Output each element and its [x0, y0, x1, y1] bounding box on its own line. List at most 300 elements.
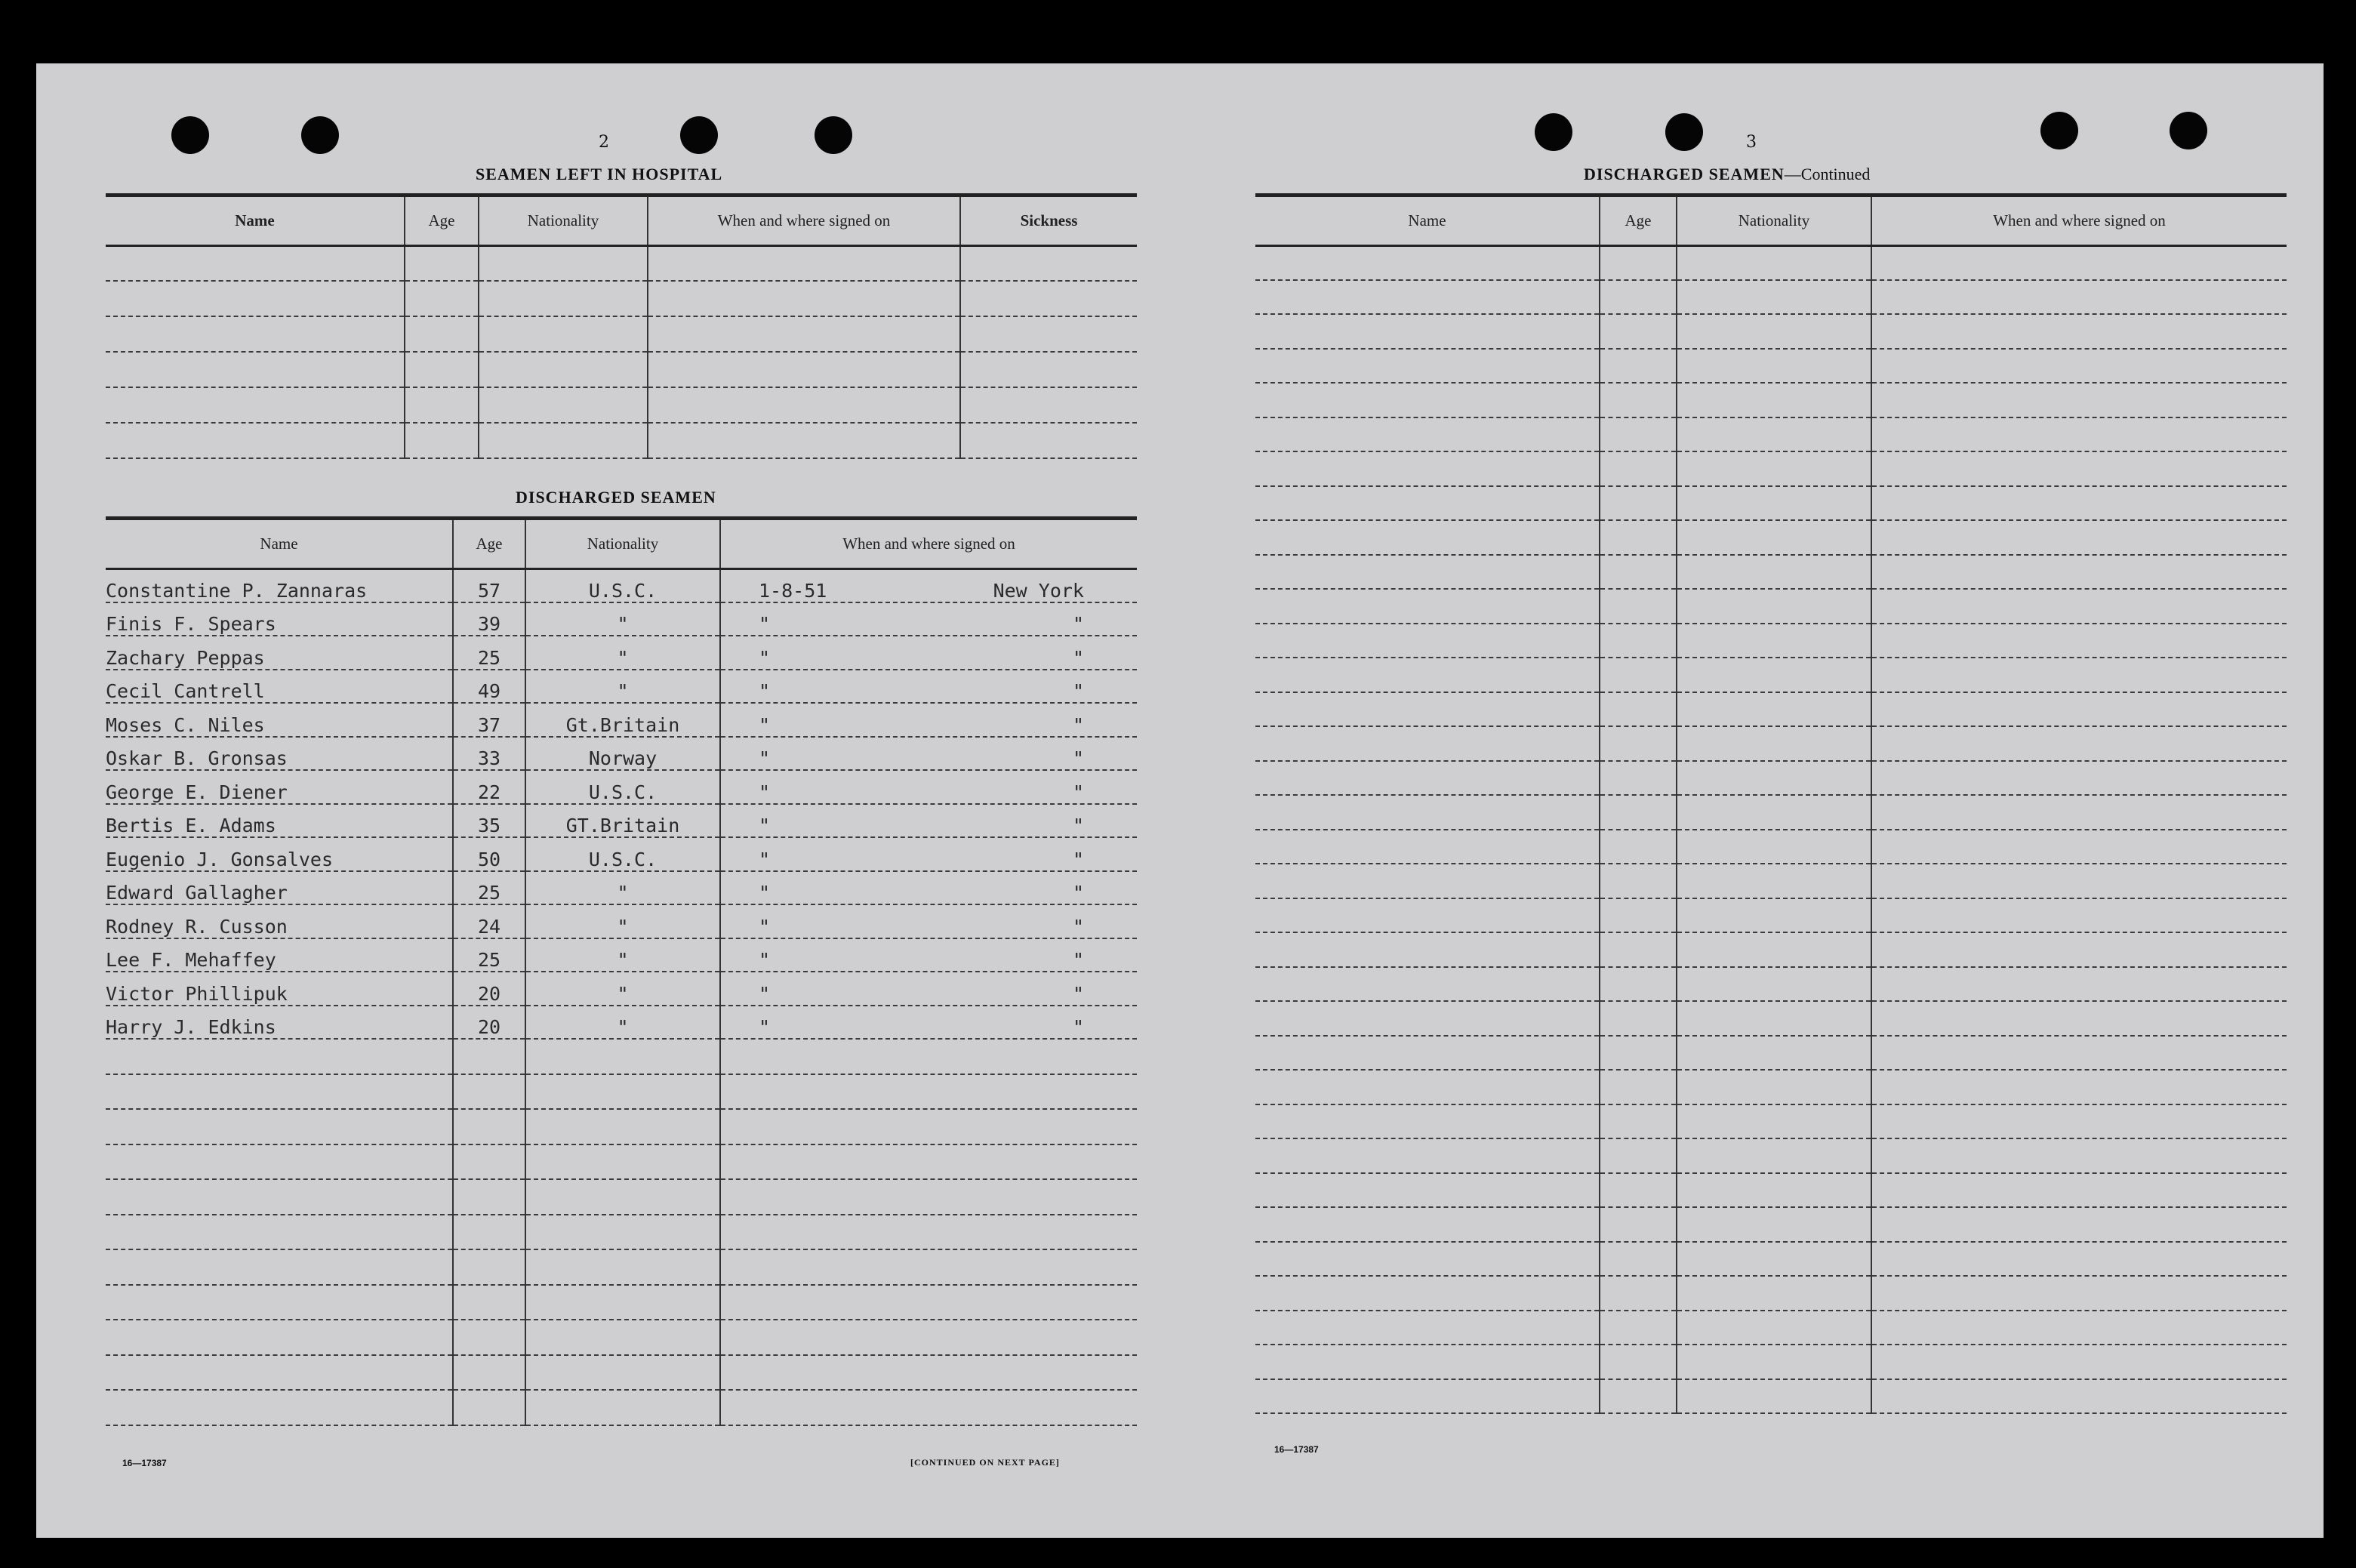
table-row — [106, 1109, 1137, 1144]
blank-cell — [453, 1074, 525, 1110]
table-row — [1255, 417, 2287, 452]
blank-cell — [1600, 451, 1677, 486]
manifest-sheet — [36, 63, 2324, 1538]
blank-cell — [1255, 658, 1600, 692]
blank-cell — [720, 1074, 1137, 1110]
table-row — [1255, 1276, 2287, 1311]
blank-cell — [1677, 761, 1871, 796]
table-row — [106, 1355, 1137, 1391]
form-number: 16—17387 — [122, 1458, 167, 1468]
blank-cell — [1871, 692, 2287, 727]
seaman-name: Oskar B. Gronsas — [106, 737, 453, 771]
discharged-table — [106, 516, 1137, 1426]
table-row — [106, 1390, 1137, 1425]
blank-cell — [1871, 1311, 2287, 1345]
col-header-signed-on: When and where signed on — [648, 197, 960, 245]
seaman-nationality: " — [525, 636, 720, 670]
signed-on-date: " — [759, 646, 771, 669]
blank-cell — [1600, 349, 1677, 384]
blank-cell — [106, 1285, 453, 1320]
blank-cell — [525, 1039, 720, 1074]
col-header-nationality: Nationality — [1677, 197, 1871, 245]
col-header-name: Name — [106, 520, 453, 568]
blank-cell — [1600, 795, 1677, 830]
table-row — [1255, 624, 2287, 658]
blank-cell — [1255, 520, 1600, 555]
blank-cell — [1255, 830, 1600, 864]
seaman-name: Eugenio J. Gonsalves — [106, 837, 453, 871]
blank-cell — [1255, 280, 1600, 315]
blank-cell — [1600, 314, 1677, 349]
table-row — [106, 1320, 1137, 1355]
blank-cell — [1600, 1070, 1677, 1104]
blank-cell — [1677, 1070, 1871, 1104]
blank-cell — [1600, 486, 1677, 521]
signed-on-values — [721, 647, 1137, 669]
blank-cell — [1677, 280, 1871, 315]
title-continued: —Continued — [1784, 165, 1871, 183]
seaman-name: Victor Phillipuk — [106, 972, 453, 1006]
blank-cell — [106, 1144, 453, 1180]
signed-on-place: " — [1072, 613, 1084, 635]
table-row — [1255, 726, 2287, 761]
blank-cell — [1600, 589, 1677, 624]
table-row — [106, 1144, 1137, 1180]
seaman-nationality: " — [525, 871, 720, 905]
table-row — [1255, 1345, 2287, 1379]
blank-cell — [1677, 1173, 1871, 1208]
blank-cell — [1871, 1345, 2287, 1379]
blank-cell — [1600, 692, 1677, 727]
signed-on-place: " — [1072, 949, 1084, 971]
blank-cell — [106, 1039, 453, 1074]
table-row — [106, 837, 1137, 871]
blank-cell — [1871, 761, 2287, 796]
blank-cell — [1677, 349, 1871, 384]
blank-cell — [720, 1144, 1137, 1180]
blank-cell — [1600, 726, 1677, 761]
blank-cell — [1677, 1001, 1871, 1036]
col-header-signed-on: When and where signed on — [720, 520, 1137, 568]
seaman-nationality: " — [525, 938, 720, 972]
table-row — [1255, 1242, 2287, 1277]
table-row — [1255, 692, 2287, 727]
blank-cell — [1871, 1104, 2287, 1139]
blank-cell — [1677, 1379, 1871, 1414]
blank-cell — [1255, 864, 1600, 898]
seaman-age: 37 — [453, 703, 525, 737]
signed-on-cell — [720, 871, 1137, 905]
seaman-age: 25 — [453, 871, 525, 905]
seaman-name: Finis F. Spears — [106, 602, 453, 636]
table-row — [1255, 932, 2287, 967]
table-row — [106, 804, 1137, 838]
blank-cell — [1677, 726, 1871, 761]
blank-cell — [525, 1355, 720, 1391]
seaman-age: 20 — [453, 972, 525, 1006]
blank-cell — [106, 1320, 453, 1355]
blank-cell — [453, 1285, 525, 1320]
punch-hole — [1535, 113, 1572, 151]
blank-cell — [1600, 967, 1677, 1002]
signed-on-place: " — [1072, 781, 1084, 803]
blank-cell — [1255, 1070, 1600, 1104]
signed-on-values — [721, 1016, 1137, 1038]
blank-cell — [1600, 761, 1677, 796]
seaman-name: Rodney R. Cusson — [106, 904, 453, 938]
blank-cell — [1871, 280, 2287, 315]
seaman-age: 50 — [453, 837, 525, 871]
blank-cell — [1600, 1242, 1677, 1277]
table-row — [1255, 383, 2287, 417]
seaman-nationality: " — [525, 670, 720, 704]
continued-note: [CONTINUED ON NEXT PAGE] — [910, 1457, 1060, 1468]
blank-cell — [1677, 555, 1871, 590]
blank-cell — [1871, 932, 2287, 967]
blank-cell — [1871, 1207, 2287, 1242]
blank-cell — [1255, 1276, 1600, 1311]
blank-cell — [1677, 692, 1871, 727]
table-row — [106, 1249, 1137, 1285]
blank-cell — [1677, 314, 1871, 349]
blank-cell — [1600, 1345, 1677, 1379]
table-row — [1255, 1173, 2287, 1208]
blank-cell — [1255, 761, 1600, 796]
table-row — [1255, 795, 2287, 830]
table-row — [106, 636, 1137, 670]
table-row — [1255, 1070, 2287, 1104]
blank-cell — [1600, 1207, 1677, 1242]
table-row — [1255, 314, 2287, 349]
col-header-nationality: Nationality — [525, 520, 720, 568]
seaman-nationality: " — [525, 1006, 720, 1040]
signed-on-date: " — [759, 848, 771, 870]
blank-cell — [1677, 967, 1871, 1002]
blank-cell — [1871, 624, 2287, 658]
table-row — [1255, 1138, 2287, 1173]
blank-cell — [1871, 383, 2287, 417]
signed-on-cell — [720, 972, 1137, 1006]
signed-on-place: " — [1072, 815, 1084, 836]
signed-on-cell — [720, 568, 1137, 602]
blank-cell — [525, 1144, 720, 1180]
seaman-name: Harry J. Edkins — [106, 1006, 453, 1040]
seaman-age: 39 — [453, 602, 525, 636]
punch-hole — [2170, 112, 2207, 149]
blank-cell — [1677, 1036, 1871, 1070]
table-row — [1255, 830, 2287, 864]
blank-cell — [1677, 486, 1871, 521]
blank-cell — [1871, 795, 2287, 830]
blank-cell — [1255, 967, 1600, 1002]
table-row — [1255, 1311, 2287, 1345]
blank-cell — [720, 1285, 1137, 1320]
blank-cell — [1677, 383, 1871, 417]
table-row — [106, 602, 1137, 636]
blank-cell — [1871, 451, 2287, 486]
col-header-name: Name — [1255, 197, 1600, 245]
table-row — [106, 904, 1137, 938]
punch-hole — [680, 116, 718, 154]
blank-cell — [1600, 1104, 1677, 1139]
blank-cell — [1255, 932, 1600, 967]
signed-on-date: " — [759, 680, 771, 702]
blank-cell — [1600, 624, 1677, 658]
blank-cell — [1600, 932, 1677, 967]
blank-cell — [1600, 898, 1677, 933]
blank-cell — [1600, 1173, 1677, 1208]
seaman-name: Zachary Peppas — [106, 636, 453, 670]
blank-cell — [1677, 658, 1871, 692]
table-row — [106, 871, 1137, 905]
punch-hole — [171, 116, 209, 154]
blank-cell — [1677, 932, 1871, 967]
blank-cell — [1255, 417, 1600, 452]
seaman-nationality: U.S.C. — [525, 837, 720, 871]
discharged-continued-table — [1255, 193, 2287, 1414]
table-row — [1255, 280, 2287, 315]
blank-cell — [1255, 1036, 1600, 1070]
blank-cell — [1255, 383, 1600, 417]
blank-cell — [1255, 1104, 1600, 1139]
blank-cell — [1677, 1276, 1871, 1311]
signed-on-date: " — [759, 815, 771, 836]
blank-cell — [1255, 1207, 1600, 1242]
signed-on-cell — [720, 1006, 1137, 1040]
seaman-nationality: U.S.C. — [525, 770, 720, 804]
table-row — [1255, 898, 2287, 933]
hospital-table — [106, 193, 1137, 459]
table-row — [106, 423, 1137, 458]
blank-cell — [1677, 1207, 1871, 1242]
blank-cell — [1600, 520, 1677, 555]
table-row — [106, 703, 1137, 737]
signed-on-cell — [720, 837, 1137, 871]
table-row — [1255, 451, 2287, 486]
blank-cell — [1255, 624, 1600, 658]
blank-cell — [1255, 451, 1600, 486]
signed-on-values — [721, 580, 1137, 602]
blank-cell — [1871, 658, 2287, 692]
signed-on-cell — [720, 938, 1137, 972]
blank-cell — [1255, 314, 1600, 349]
col-header-nationality: Nationality — [479, 197, 648, 245]
signed-on-place: " — [1072, 882, 1084, 904]
blank-cell — [1677, 1311, 1871, 1345]
blank-cell — [525, 1249, 720, 1285]
blank-cell — [1600, 280, 1677, 315]
blank-cell — [1600, 417, 1677, 452]
blank-cell — [1255, 898, 1600, 933]
blank-cell — [1677, 589, 1871, 624]
table-row — [106, 1215, 1137, 1250]
blank-cell — [1677, 1345, 1871, 1379]
blank-cell — [1871, 898, 2287, 933]
blank-cell — [1871, 864, 2287, 898]
signed-on-place: " — [1072, 915, 1084, 938]
blank-cell — [720, 1109, 1137, 1144]
blank-cell — [1871, 726, 2287, 761]
blank-cell — [1871, 349, 2287, 384]
title-main: DISCHARGED SEAMEN — [1584, 165, 1785, 183]
seaman-age: 25 — [453, 938, 525, 972]
table-row — [1255, 520, 2287, 555]
signed-on-values — [721, 916, 1137, 938]
blank-cell — [1600, 555, 1677, 590]
signed-on-cell — [720, 770, 1137, 804]
blank-cell — [453, 1039, 525, 1074]
seaman-name: Cecil Cantrell — [106, 670, 453, 704]
blank-cell — [1871, 486, 2287, 521]
blank-cell — [1871, 1070, 2287, 1104]
blank-cell — [453, 1179, 525, 1215]
col-header-sickness: Sickness — [960, 197, 1137, 245]
signed-on-date: " — [759, 747, 771, 769]
blank-cell — [1600, 864, 1677, 898]
blank-cell — [1255, 1242, 1600, 1277]
blank-cell — [720, 1039, 1137, 1074]
signed-on-values — [721, 849, 1137, 870]
blank-cell — [1677, 830, 1871, 864]
blank-cell — [720, 1215, 1137, 1250]
table-row — [1255, 245, 2287, 280]
blank-cell — [1255, 726, 1600, 761]
discharged-section-title: DISCHARGED SEAMEN — [516, 488, 716, 507]
signed-on-date: " — [759, 949, 771, 971]
blank-cell — [1871, 245, 2287, 280]
seaman-name: Constantine P. Zannaras — [106, 568, 453, 602]
seaman-age: 25 — [453, 636, 525, 670]
table-row — [1255, 1379, 2287, 1414]
signed-on-date: " — [759, 982, 771, 1005]
blank-cell — [1600, 1311, 1677, 1345]
form-number: 16—17387 — [1274, 1444, 1319, 1455]
col-header-age: Age — [1600, 197, 1677, 245]
seaman-age: 33 — [453, 737, 525, 771]
blank-cell — [720, 1320, 1137, 1355]
blank-cell — [1255, 349, 1600, 384]
blank-cell — [1600, 245, 1677, 280]
blank-cell — [1255, 692, 1600, 727]
seaman-age: 35 — [453, 804, 525, 838]
blank-cell — [525, 1320, 720, 1355]
blank-cell — [1255, 1379, 1600, 1414]
table-row — [1255, 555, 2287, 590]
punch-hole — [815, 116, 852, 154]
blank-cell — [1677, 417, 1871, 452]
blank-cell — [1871, 830, 2287, 864]
blank-cell — [453, 1390, 525, 1425]
blank-cell — [1871, 555, 2287, 590]
signed-on-place: " — [1072, 1016, 1084, 1038]
blank-cell — [1255, 1345, 1600, 1379]
seaman-nationality: " — [525, 602, 720, 636]
seaman-nationality: Norway — [525, 737, 720, 771]
signed-on-date: " — [759, 882, 771, 904]
blank-cell — [1871, 1379, 2287, 1414]
blank-cell — [1255, 1138, 1600, 1173]
table-row — [1255, 761, 2287, 796]
blank-cell — [1600, 830, 1677, 864]
table-row — [106, 387, 1137, 423]
table-row — [106, 352, 1137, 387]
signed-on-values — [721, 983, 1137, 1005]
seaman-age: 22 — [453, 770, 525, 804]
table-row — [106, 1006, 1137, 1040]
blank-cell — [106, 1249, 453, 1285]
blank-cell — [1677, 898, 1871, 933]
blank-cell — [1871, 589, 2287, 624]
signed-on-values — [721, 747, 1137, 769]
blank-cell — [1871, 967, 2287, 1002]
seaman-nationality: U.S.C. — [525, 568, 720, 602]
table-row — [1255, 658, 2287, 692]
blank-cell — [1871, 314, 2287, 349]
blank-cell — [1600, 1138, 1677, 1173]
blank-cell — [525, 1074, 720, 1110]
blank-cell — [1677, 864, 1871, 898]
blank-cell — [106, 1390, 453, 1425]
table-row — [1255, 864, 2287, 898]
table-row — [106, 972, 1137, 1006]
blank-cell — [106, 1355, 453, 1391]
seaman-nationality: " — [525, 972, 720, 1006]
punch-hole — [1665, 113, 1703, 151]
seaman-name: Bertis E. Adams — [106, 804, 453, 838]
signed-on-date: " — [759, 781, 771, 803]
seaman-nationality: " — [525, 904, 720, 938]
blank-cell — [453, 1355, 525, 1391]
signed-on-cell — [720, 670, 1137, 704]
blank-cell — [1871, 1276, 2287, 1311]
signed-on-date: " — [759, 713, 771, 736]
col-header-age: Age — [405, 197, 479, 245]
signed-on-place: " — [1072, 680, 1084, 702]
table-row — [106, 568, 1137, 602]
table-row — [106, 245, 1137, 281]
signed-on-values — [721, 714, 1137, 736]
seaman-nationality: Gt.Britain — [525, 703, 720, 737]
seaman-age: 57 — [453, 568, 525, 602]
signed-on-place: " — [1072, 646, 1084, 669]
blank-cell — [1871, 417, 2287, 452]
blank-cell — [106, 1074, 453, 1110]
seaman-age: 20 — [453, 1006, 525, 1040]
signed-on-date: " — [759, 915, 771, 938]
seaman-age: 49 — [453, 670, 525, 704]
blank-cell — [1871, 1173, 2287, 1208]
signed-on-place: " — [1072, 982, 1084, 1005]
signed-on-place: New York — [993, 579, 1084, 602]
signed-on-date: " — [759, 613, 771, 635]
blank-cell — [1255, 245, 1600, 280]
signed-on-cell — [720, 737, 1137, 771]
blank-cell — [1600, 1276, 1677, 1311]
blank-cell — [1255, 1001, 1600, 1036]
blank-cell — [453, 1249, 525, 1285]
blank-cell — [525, 1390, 720, 1425]
blank-cell — [106, 1215, 453, 1250]
signed-on-date: " — [759, 1016, 771, 1038]
table-row — [106, 938, 1137, 972]
blank-cell — [1677, 520, 1871, 555]
col-header-age: Age — [453, 520, 525, 568]
punch-hole — [2040, 112, 2078, 149]
blank-cell — [1677, 1104, 1871, 1139]
blank-cell — [1677, 795, 1871, 830]
blank-cell — [1255, 795, 1600, 830]
blank-cell — [1871, 1001, 2287, 1036]
